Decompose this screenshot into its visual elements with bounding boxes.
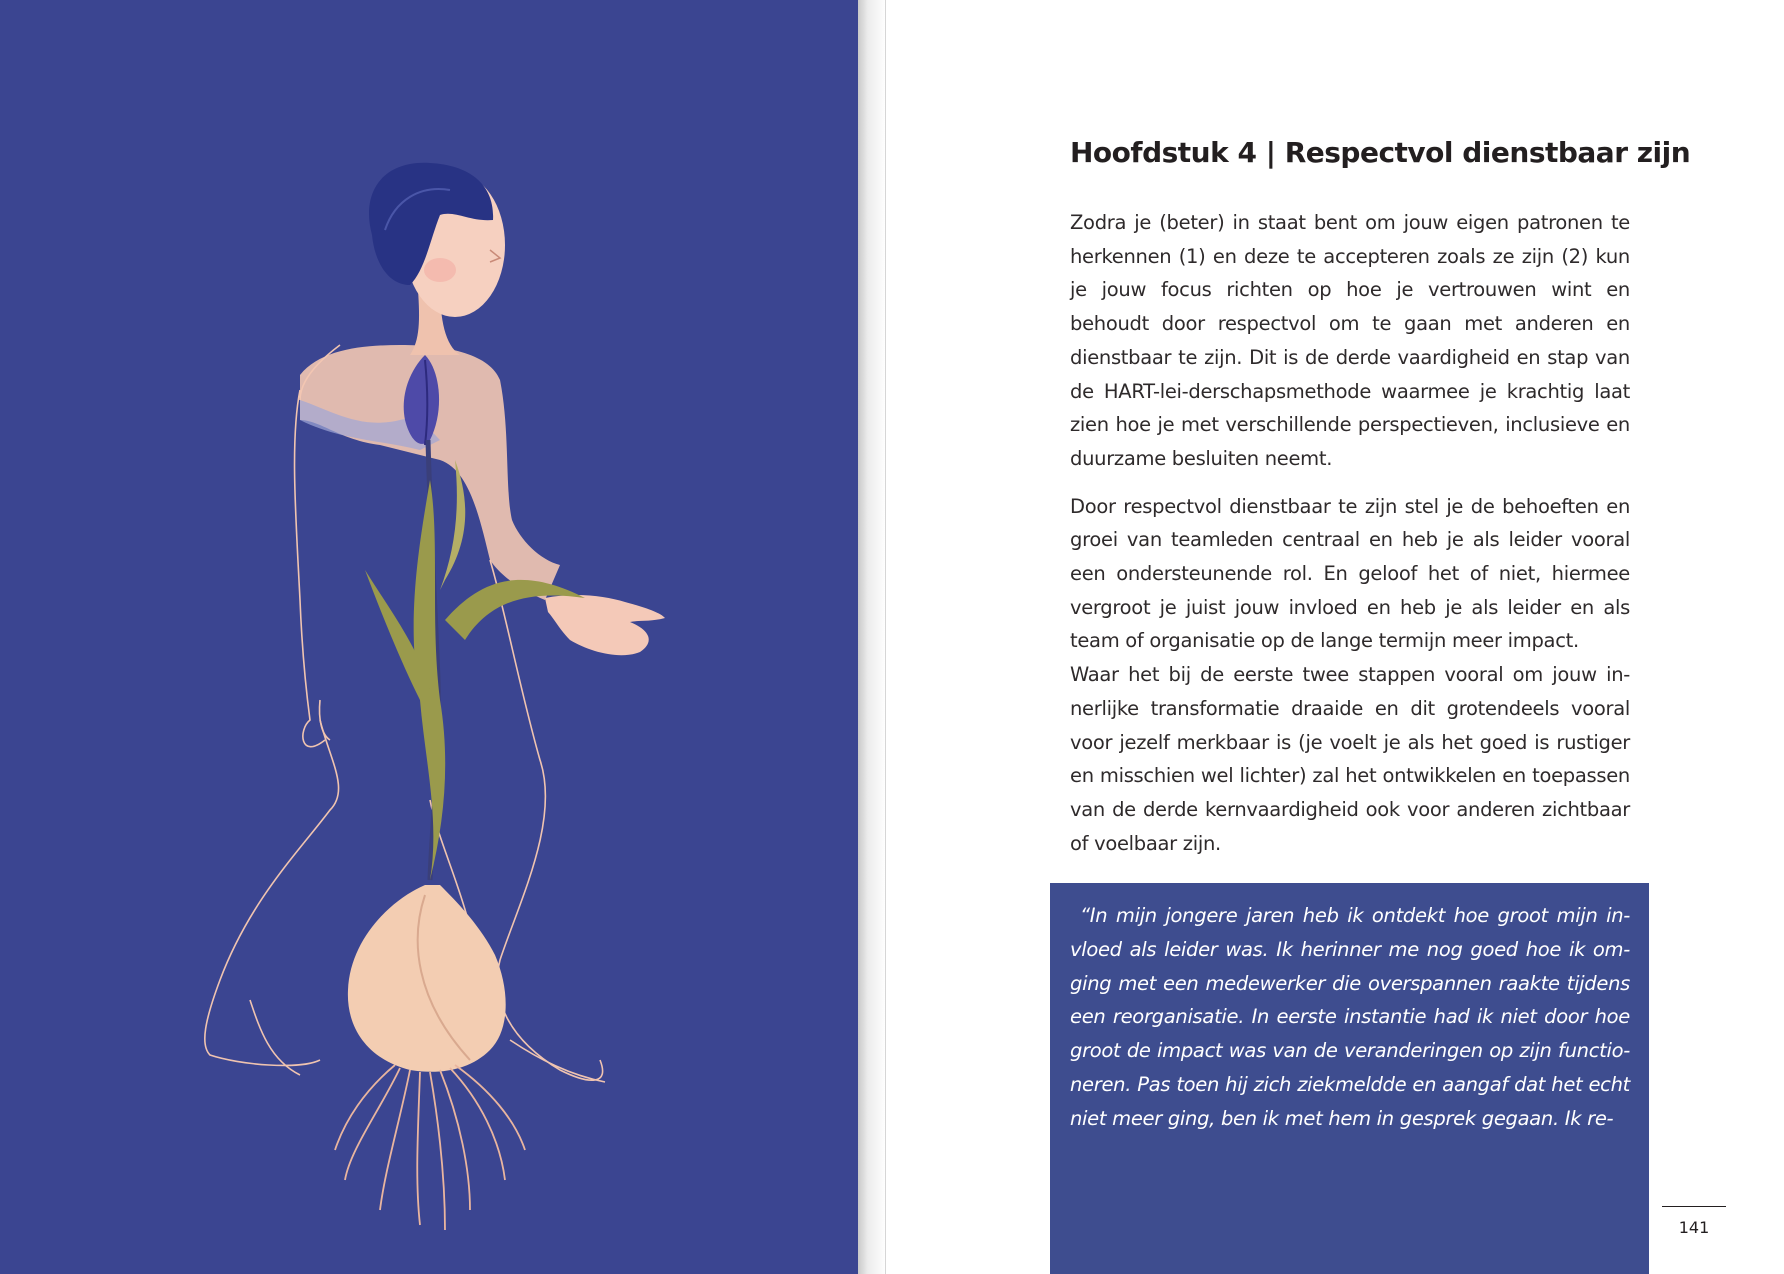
- body-text: [1070, 206, 1630, 860]
- paragraph-3: Waar het bij de eerste twee stappen vooral om jouw in-nerlijke transformatie draaide en dit grotendeels vooral voor jezelf merkbaar is (je voelt je als het goed is rustiger en misschien wel lichter) zal het ontwikkelen en toepassen van de derde kernvaardigheid ook voor anderen zichtbaar of voelbaar zijn.: [1070, 663, 1630, 855]
- quote-box: [1050, 883, 1649, 1274]
- text-page: [886, 0, 1784, 1274]
- bulb: [348, 885, 506, 1072]
- hand: [545, 595, 665, 655]
- chapter-heading: Hoofdstuk 4 | Respectvol dienstbaar zijn: [1070, 136, 1691, 169]
- figure-with-bulb-plant-icon: [0, 0, 858, 1274]
- paragraph-2: Door respectvol dienstbaar te zijn stel je de behoeften en groei van teamleden centraal en heb je als leider vooral een ondersteunende rol. En geloof het of niet, hiermee vergroot je juist jouw invloed en heb je als leider en als team of organisatie op de lange termijn meer impact.: [1070, 494, 1630, 653]
- leaves: [365, 460, 585, 880]
- paragraph-1: Zodra je (beter) in staat bent om jouw eigen patronen te herkennen (1) en deze te accepteren zoals ze zijn (2) kun je jouw focus richten op hoe je vertrouwen wint en behoudt door respectvol om te gaan met anderen en dienstbaar te zijn. Dit is de derde vaardigheid en stap van de HART-lei-derschapsmethode waarmee je krachtig laat zien hoe je met verschillende perspectieven, inclusieve en duurzame besluiten neemt.: [1070, 211, 1630, 470]
- illustration-page: [0, 0, 858, 1274]
- page-number-rule: [1662, 1206, 1726, 1207]
- quote-text: “In mijn jongere jaren heb ik ontdekt hoe groot mijn in-vloed als leider was. Ik herinner me nog goed hoe ik om-ging met een medewerker die overspannen raakte tijdens een reorganisatie. In eerste instantie had ik niet door hoe groot de impact was van de veranderingen op zijn functio-neren. Pas toen hij zich ziekmeldde en aangaf dat het echt niet meer ging, ben ik met hem in gesprek gegaan. Ik re-: [1070, 904, 1630, 1130]
- roots: [335, 1065, 525, 1230]
- page-number: 141: [1678, 1218, 1710, 1237]
- book-spine-shadow: [858, 0, 886, 1274]
